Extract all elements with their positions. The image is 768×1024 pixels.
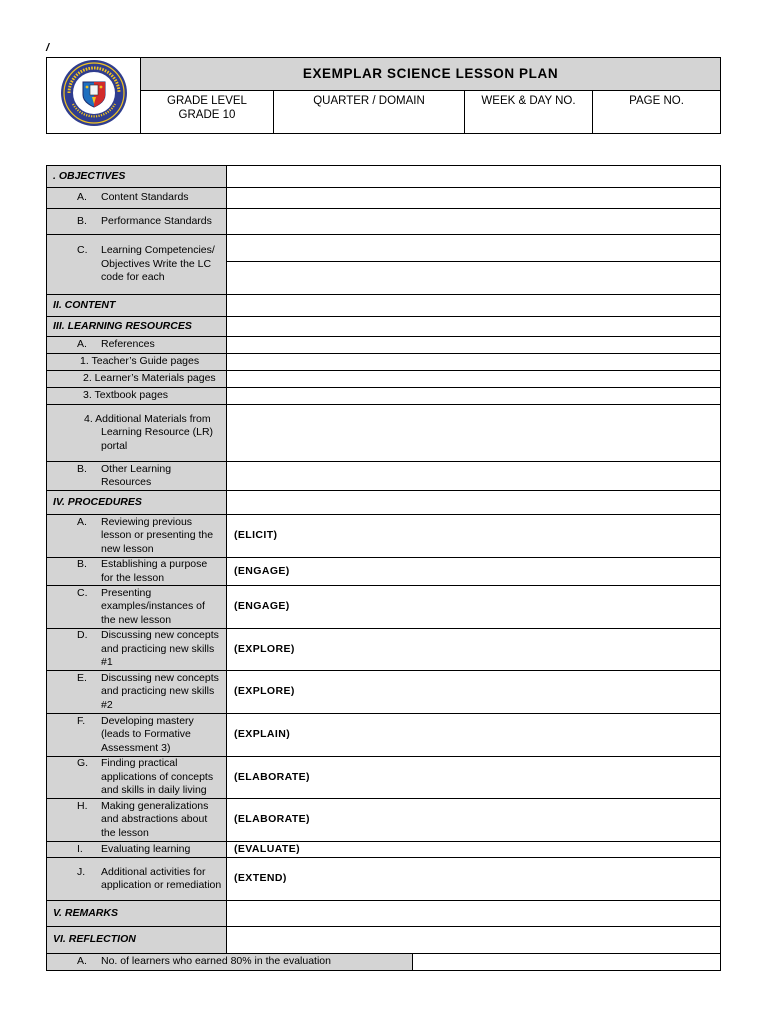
references-label [47, 337, 227, 354]
other-resources-input[interactable] [227, 462, 721, 491]
additional-materials-line1: 4. Additional Materials from [84, 412, 211, 425]
textbook-pages-input[interactable] [227, 388, 721, 405]
reflection-heading: VI. REFLECTION [47, 927, 227, 954]
page-mark: / [46, 42, 50, 54]
procedure-step-letter: I. [77, 842, 83, 855]
procedure-step-phase[interactable]: (EXPLORE) [227, 629, 721, 671]
quarter-domain-cell [274, 90, 465, 133]
page-no-label: PAGE NO. [629, 94, 684, 107]
procedure-step-letter: G. [77, 757, 89, 770]
grade-level-label: GRADE LEVEL [167, 94, 247, 107]
additional-materials-rest: Learning Resource (LR) portal [101, 426, 214, 452]
procedure-step-label [47, 757, 227, 799]
procedure-step-label [47, 858, 227, 901]
procedure-step-phase[interactable]: (ELABORATE) [227, 757, 721, 799]
content-standards-letter: A. [77, 191, 87, 204]
learning-competencies-text: Learning Competencies/ Objectives Write the LC code for each [101, 244, 215, 284]
grade-level-cell [141, 90, 274, 133]
content-standards-input[interactable] [227, 188, 721, 209]
procedure-step-text: Discussing new concepts and practicing new skills #1 [101, 629, 219, 669]
deped-seal-icon [57, 58, 131, 128]
learners-80-percent-text: No. of learners who earned 80% in the evaluation [101, 955, 331, 968]
remarks-heading: V. REMARKS [47, 901, 227, 927]
learning-resources-input[interactable] [227, 317, 721, 337]
performance-standards-letter: B. [77, 214, 87, 227]
procedure-step-letter: C. [77, 586, 88, 599]
procedure-step-text: Reviewing previous lesson or presenting the new lesson [101, 515, 214, 555]
quarter-domain-label: QUARTER / DOMAIN [313, 94, 425, 107]
header-table [46, 57, 721, 134]
additional-materials-input[interactable] [227, 405, 721, 462]
procedure-step-letter: E. [77, 671, 87, 684]
procedure-step-phase[interactable]: (ELICIT) [227, 515, 721, 558]
learners-materials-label: 2. Learner’s Materials pages [47, 371, 227, 388]
procedure-step-phase[interactable]: (EXPLAIN) [227, 714, 721, 757]
content-standards-text: Content Standards [101, 191, 189, 204]
procedure-step-text: Finding practical applications of concepts and skills in daily living [101, 757, 214, 797]
learners-80-percent-label [47, 954, 413, 971]
other-resources-text: Other Learning Resources [101, 462, 172, 488]
procedures-heading: IV. PROCEDURES [47, 491, 227, 515]
procedure-step-phase[interactable]: (ENGAGE) [227, 558, 721, 586]
remarks-input[interactable] [227, 901, 721, 927]
procedure-step-phase[interactable]: (ENGAGE) [227, 586, 721, 629]
procedure-step-phase[interactable]: (EVALUATE) [227, 842, 721, 858]
grade-level-value: GRADE 10 [178, 108, 236, 121]
performance-standards-label [47, 209, 227, 235]
page-no-cell [593, 90, 721, 133]
procedure-step-text: Making generalizations and abstractions about the lesson [101, 799, 209, 839]
additional-materials-label [47, 405, 227, 462]
procedure-step-label [47, 842, 227, 858]
content-input[interactable] [227, 295, 721, 317]
textbook-pages-label: 3. Textbook pages [47, 388, 227, 405]
references-text: References [101, 338, 155, 351]
procedure-step-text: Establishing a purpose for the lesson [101, 558, 208, 584]
learning-competencies-letter: C. [77, 244, 88, 257]
references-letter: A. [77, 338, 87, 351]
performance-standards-text: Performance Standards [101, 214, 212, 227]
lesson-plan-table [46, 165, 721, 971]
procedure-step-text: Evaluating learning [101, 842, 191, 855]
procedure-step-text: Additional activities for application or remediation [101, 865, 222, 891]
procedure-step-letter: D. [77, 629, 88, 642]
procedure-step-label [47, 586, 227, 629]
deped-seal-cell [47, 58, 141, 134]
content-standards-label [47, 188, 227, 209]
learners-materials-input[interactable] [227, 371, 721, 388]
learners-80-percent-letter: A. [77, 955, 87, 968]
procedure-step-label [47, 515, 227, 558]
procedure-step-letter: J. [77, 865, 86, 878]
procedure-step-label [47, 671, 227, 714]
learners-80-percent-input[interactable] [413, 954, 721, 971]
week-day-cell [465, 90, 593, 133]
other-resources-letter: B. [77, 462, 87, 475]
procedure-step-phase[interactable]: (ELABORATE) [227, 799, 721, 842]
procedure-step-label [47, 629, 227, 671]
procedures-input[interactable] [227, 491, 721, 515]
learning-resources-heading: III. LEARNING RESOURCES [47, 317, 227, 337]
reflection-input[interactable] [227, 927, 721, 954]
procedure-step-label [47, 714, 227, 757]
procedure-step-letter: A. [77, 515, 87, 528]
objectives-heading: . OBJECTIVES [47, 166, 227, 188]
other-resources-label [47, 462, 227, 491]
procedure-step-label [47, 558, 227, 586]
learning-competencies-input-2[interactable] [227, 262, 721, 295]
procedure-step-phase[interactable]: (EXTEND) [227, 858, 721, 901]
performance-standards-input[interactable] [227, 209, 721, 235]
procedure-step-label [47, 799, 227, 842]
document-title: EXEMPLAR SCIENCE LESSON PLAN [141, 58, 721, 91]
week-day-label: WEEK & DAY NO. [481, 94, 576, 107]
references-input[interactable] [227, 337, 721, 354]
objectives-input[interactable] [227, 166, 721, 188]
procedure-step-text: Developing mastery (leads to Formative Assessment 3) [101, 714, 194, 754]
procedure-step-letter: H. [77, 799, 88, 812]
procedure-step-text: Presenting examples/instances of the new lesson [101, 586, 205, 626]
teachers-guide-input[interactable] [227, 354, 721, 371]
procedure-step-letter: F. [77, 714, 86, 727]
teachers-guide-label: 1. Teacher’s Guide pages [47, 354, 227, 371]
procedure-step-text: Discussing new concepts and practicing new skills #2 [101, 671, 219, 711]
content-heading: II. CONTENT [47, 295, 227, 317]
learning-competencies-label [47, 235, 227, 295]
learning-competencies-input-1[interactable] [227, 235, 721, 262]
procedure-step-letter: B. [77, 558, 87, 570]
procedure-step-phase[interactable]: (EXPLORE) [227, 671, 721, 714]
